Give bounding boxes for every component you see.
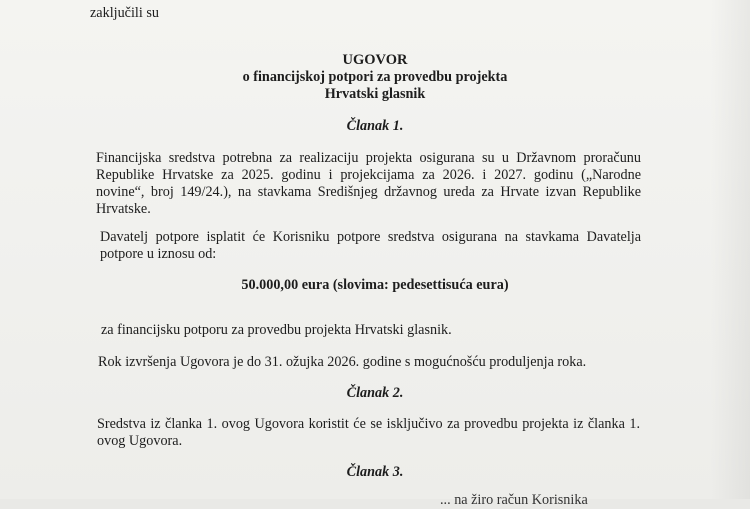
paragraph-line: Hrvatske. (96, 201, 151, 217)
paragraph-line: Financijska sredstva potrebna za realizaciju projekta osigurana su u Državnom proračunu (96, 150, 641, 166)
document-subtitle-line1: o financijskoj potpori za provedbu projekta (242, 69, 508, 85)
article1-heading: Članak 1. (346, 118, 404, 134)
document-subtitle-line2: Hrvatski glasnik (324, 86, 426, 102)
amount-line: 50.000,00 eura (slovima: pedesettisuća eura) (241, 277, 509, 293)
article2-heading: Članak 2. (346, 385, 404, 401)
paragraph-line: Davatelj potpore isplatit će Korisniku potpore sredstva osigurana na stavkama Davatelja (100, 229, 641, 245)
document-title: UGOVOR (342, 52, 408, 68)
top-fragment: zaključili su (90, 5, 159, 21)
paragraph-line: Sredstva iz članka 1. ovog Ugovora koristit će se isključivo za provedbu projekta iz članka 1. (97, 416, 640, 432)
article1-paragraph4: Rok izvršenja Ugovora je do 31. ožujka 2026. godine s mogućnošću produljenja roka. (98, 354, 587, 370)
paragraph-line: Republike Hrvatske za 2025. godinu i projekcijama za 2026. i 2027. godinu („Narodne (96, 167, 641, 183)
paragraph-line: potpore u iznosu od: (100, 246, 217, 262)
article1-paragraph3: za financijsku potporu za provedbu projekta Hrvatski glasnik. (101, 322, 452, 338)
article2-paragraph1 (97, 416, 640, 450)
paragraph-line: novine“, broj 149/24.), na stavkama Središnjeg državnog ureda za Hrvate izvan Republike (96, 184, 641, 200)
article1-paragraph2 (100, 229, 641, 263)
paragraph-line: ovog Ugovora. (97, 433, 183, 449)
article1-paragraph1 (96, 150, 641, 218)
article3-heading: Članak 3. (346, 464, 404, 480)
article3-partial-line: ... na žiro račun Korisnika (440, 492, 588, 508)
